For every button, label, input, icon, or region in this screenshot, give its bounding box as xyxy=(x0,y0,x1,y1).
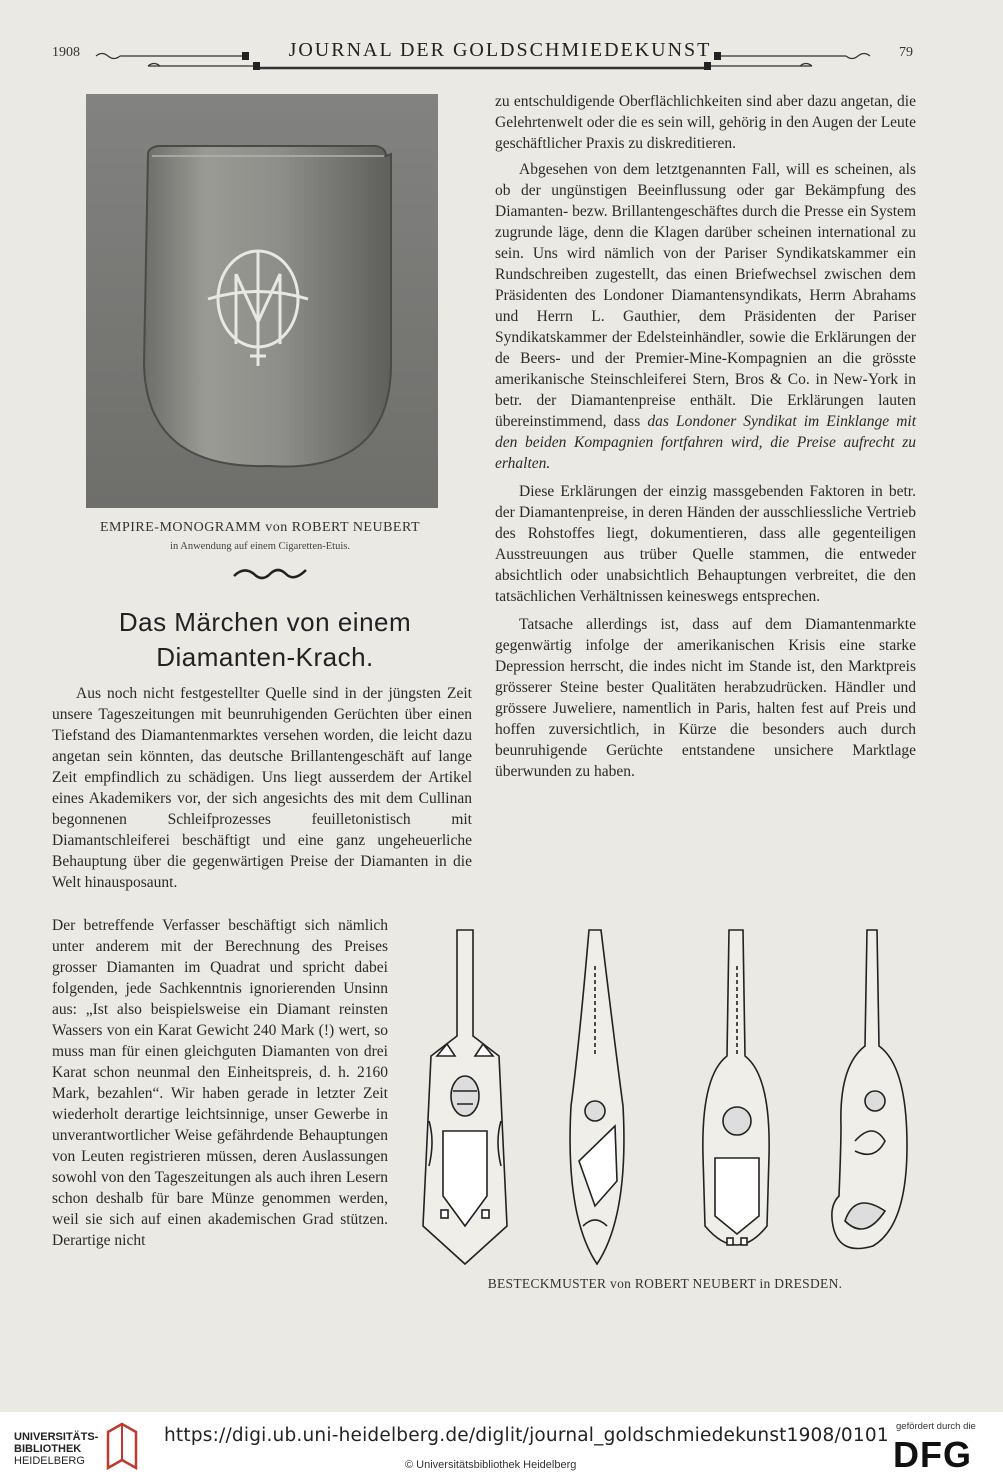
permalink-url[interactable]: https://digi.ub.uni-heidelberg.de/diglit/journal_goldschmiedekunst1908/0101 xyxy=(164,1425,889,1446)
headline-line-2: Diamanten-Krach. xyxy=(156,642,374,672)
library-line-2: BIBLIOTHEK xyxy=(14,1443,82,1455)
header-ornament xyxy=(0,0,1003,80)
library-logo xyxy=(14,1431,98,1467)
italic-quote: das Londoner Syndikat im Einklange mit den beiden Kompagnien fortfahren wird, die Preise aufrecht zu erhalten. xyxy=(495,413,917,472)
ornament-square xyxy=(242,52,249,60)
digitization-footer xyxy=(0,1412,1003,1484)
left-column-lower xyxy=(52,915,388,1251)
library-emblem-icon xyxy=(104,1422,140,1472)
copyright-notice: © Universitätsbibliothek Heidelberg xyxy=(405,1459,577,1471)
left-column-upper xyxy=(52,683,472,893)
cutlery-handle-1 xyxy=(423,930,507,1264)
paragraph: Tatsache allerdings ist, dass auf dem Diamantenmarkte gegenwärtig infolge der amerikanischen Krisis eine starke Depression herrscht, die indes nicht im Stande ist, den Marktpreis grösserer Steine bester Qualitäten herabzudrücken. Händler und grössere Juweliere, namentlich in Paris, halten fest auf Preis und hoffen zuversichtlich, in Kürze die besonders auch durch beunruhigende Gerüchte entstandene unsichere Marktlage überwunden zu haben. xyxy=(495,616,916,780)
year-label: 1908 xyxy=(52,45,80,60)
ornament-square xyxy=(253,62,260,70)
headline-line-1: Das Märchen von einem xyxy=(118,607,412,637)
library-line-3: HEIDELBERG xyxy=(14,1455,85,1467)
figure-caption-monogram: EMPIRE-MONOGRAMM von ROBERT NEUBERT xyxy=(99,520,421,535)
cutlery-handle-2 xyxy=(570,930,624,1264)
cigarette-case-photo xyxy=(86,94,438,508)
cutlery-handle-4 xyxy=(832,930,907,1249)
figure-subcaption-monogram: in Anwendung auf einem Cigaretten-Etuis. xyxy=(170,541,350,552)
paragraph: zu entschuldigende Oberflächlichkeiten sind aber dazu angetan, die Gelehrtenwelt oder die es sein will, gehörig in den Augen der Leute geschäftlicher Praxis zu diskreditieren. xyxy=(495,93,916,152)
paragraph: Aus noch nicht festgestellter Quelle sind in der jüngsten Zeit unsere Tageszeitungen mit beunruhigenden Gerüchten über einen Tiefstand des Diamantenmarktes versehen worden, die leicht dazu angetan sein könnten, das deutsche Brillantengeschäft auf lange Zeit empfindlich zu schädigen. Uns liegt ausserdem der Artikel eines Akademikers vor, der sich angesichts des mit dem Cullinan begonnenen Schleifprozesses feuilletonistisch mit Diamantschleiferei beschäftigt und eine ganz ungeheuerliche Behauptung über die gegenwärtigen Preise der Diamanten in die Welt hinausposaunt. xyxy=(52,685,472,891)
article-headline xyxy=(60,605,470,675)
paragraph: Diese Erklärungen der einzig massgebenden Faktoren in betr. der Diamantenpreise, in deren Händen der ausschliessliche Vertrieb des Rohstoffes liegt, dokumentieren, dass alle gegenteiligen Ausstreuungen aus trüber Quelle stammen, die entweder absichtlich oder unabsichtlich Behauptungen verbreitet, die den tatsächlichen Verhältnissen keineswegs entsprechen. xyxy=(495,483,916,605)
ornament-square xyxy=(704,62,711,70)
right-column xyxy=(495,91,916,782)
cutlery-illustration xyxy=(415,926,915,1268)
funding-label: gefördert durch die xyxy=(896,1421,976,1432)
paragraph: Der betreffende Verfasser beschäftigt sich nämlich unter anderem mit der Berechnung des Preises grosser Diamanten im Quadrat und spricht dabei folgenden, jede Sachkenntnis ignorierenden Unsinn aus: „Ist also beispielsweise ein Diamant reinsten Wassers von ein Karat Gewicht 240 Mark (!) wert, so muss man für einen gleichguten Diamanten von drei Karat schon neunmal den Einheitspreis, d. h. 2160 Mark, bezahlen“. Wir haben gerade in letzter Zeit wiederholt derartige leichtsinnige, unser Gewerbe in unverantwortlicher Weise gefährdende Behauptungen von Leuten registrieren müssen, deren Auslassungen sowohl von den Tageszeitungen als auch ihren Lesern schon deshalb für bare Münze genommen werden, weil sie sich auf einen akademischen Grad stützen. Derartige nicht xyxy=(52,917,388,1249)
page-number: 79 xyxy=(899,45,913,60)
cutlery-handle-3 xyxy=(703,930,769,1245)
ornament-square xyxy=(714,52,721,60)
library-line-1: UNIVERSITÄTS- xyxy=(14,1431,99,1443)
figure-caption-cutlery: BESTECKMUSTER von ROBERT NEUBERT in DRESDEN. xyxy=(487,1276,843,1291)
paragraph xyxy=(495,159,916,474)
swirl-ornament xyxy=(232,568,308,582)
dfg-logo: DFG xyxy=(893,1434,972,1475)
paragraph-text: Abgesehen von dem letztgenannten Fall, will es scheinen, als ob der ungünstigen Beeinflussung oder gar Bekämpfung des Diamanten- bezw. Brillantengeschäftes durch die Presse ein System zugrunde läge, denn die Klagen darüber scheinen international zu sein. Uns wird nämlich von der Pariser Syndikatskammer ein Rundschreiben zugestellt, das einen Briefwechsel zwischen dem Präsidenten des Londoner Diamantensyndikats, Herrn Abrahams und Herrn L. Gauthier, dem Präsidenten der Pariser Syndikatskammer der Edelsteinhändler, sowie die Erklärungen der de Beers- und der Premier-Mine-Kompagnien an die grösste amerikanische Steinschleiferei Stern, Bros & Co. in New-York in betr. der Diamantenpreise enthält. Die Erklärungen lauten übereinstimmend, dass xyxy=(495,161,916,430)
journal-title: JOURNAL DER GOLDSCHMIEDEKUNST xyxy=(288,39,712,61)
